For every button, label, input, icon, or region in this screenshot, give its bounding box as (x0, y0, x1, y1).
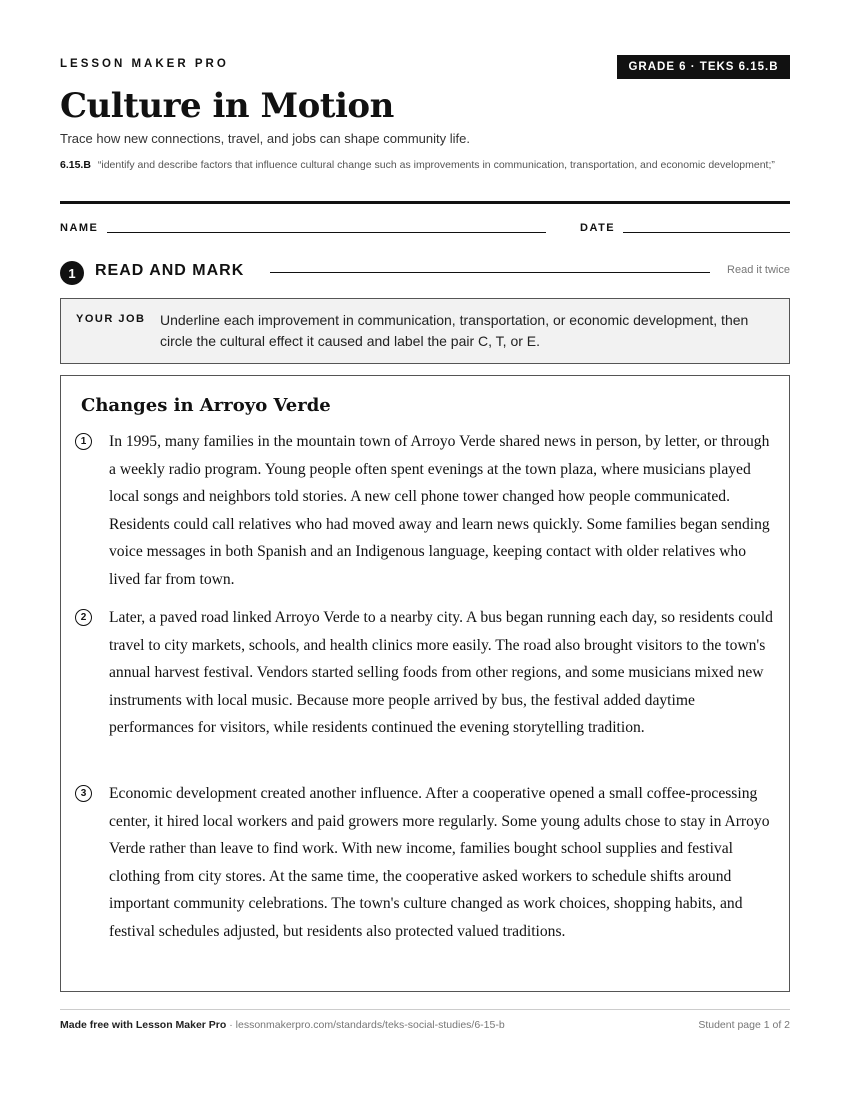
date-field[interactable] (623, 232, 790, 233)
your-job-box (60, 298, 790, 364)
section-note: Read it twice (727, 264, 790, 276)
footer-credit (60, 1019, 505, 1031)
header-divider (60, 201, 790, 204)
grade-badge: GRADE 6 · TEKS 6.15.B (617, 55, 790, 79)
standard-code: 6.15.B (60, 159, 91, 171)
reading-title: Changes in Arroyo Verde (81, 395, 331, 416)
date-label: DATE (580, 222, 616, 234)
footer-divider (60, 1009, 790, 1010)
footer-page-number: Student page 1 of 2 (698, 1019, 790, 1031)
your-job-instructions: Underline each improvement in communication, transportation, or economic development, then circle the cultural effect it caused and label the pair C, T, or E. (160, 312, 749, 349)
your-job-label: YOUR JOB (76, 313, 146, 325)
name-field[interactable] (107, 232, 546, 233)
name-label: NAME (60, 222, 99, 234)
paragraph-text: Economic development created another influence. After a cooperative opened a small coffee-processing center, it hired local workers and paid growers more regularly. Some young adults chose to stay in Arroyo Verde rather than leave to find work. With new income, families bought school supplies and festival clothing from city stores. At the same time, the cooperative asked workers to schedule shifts around important community celebrations. The town's culture changed as work choices, shopping habits, and festival schedules adjusted, but residents also protected valued traditions. (109, 785, 770, 940)
footer-url[interactable]: · lessonmakerpro.com/standards/teks-social-studies/6-15-b (226, 1019, 505, 1031)
paragraph-text: In 1995, many families in the mountain town of Arroyo Verde shared news in person, by letter, or through a weekly radio program. Young people often spent evenings at the town plaza, where musicians played local songs and neighbors told stories. A new cell phone tower changed how people communicated. Residents could call relatives who had moved away and learn news quickly. Some families began sending voice messages in both Spanish and an Indigenous language, keeping contact with older relatives who lived far from town. (109, 433, 770, 588)
standard-description (60, 157, 780, 173)
paragraph-number-badge: 2 (75, 609, 92, 626)
paragraph-text: Later, a paved road linked Arroyo Verde to a nearby city. A bus began running each day, so residents could travel to city markets, schools, and health clinics more easily. The road also brought visitors to the town's annual harvest festival. Vendors started selling foods from other regions, and some musicians mixed new instruments with local music. Because more people arrived by bus, the festival added daytime performances for visitors, while residents continued the evening storytelling tradition. (109, 609, 773, 737)
section-divider (270, 272, 710, 273)
paragraph-number-badge: 1 (75, 433, 92, 450)
page-subtitle: Trace how new connections, travel, and jobs can shape community life. (60, 131, 470, 146)
standard-text: “identify and describe factors that influence cultural change such as improvements in communication, transportation, and economic development;” (97, 159, 775, 171)
section-title: READ AND MARK (95, 262, 245, 279)
page-title: Culture in Motion (60, 86, 394, 126)
section-number-badge: 1 (60, 261, 84, 285)
paragraph-number-badge: 3 (75, 785, 92, 802)
reading-passage-box (60, 375, 790, 992)
brand-name: LESSON MAKER PRO (60, 58, 229, 70)
footer-made-with: Made free with Lesson Maker Pro (60, 1019, 227, 1031)
